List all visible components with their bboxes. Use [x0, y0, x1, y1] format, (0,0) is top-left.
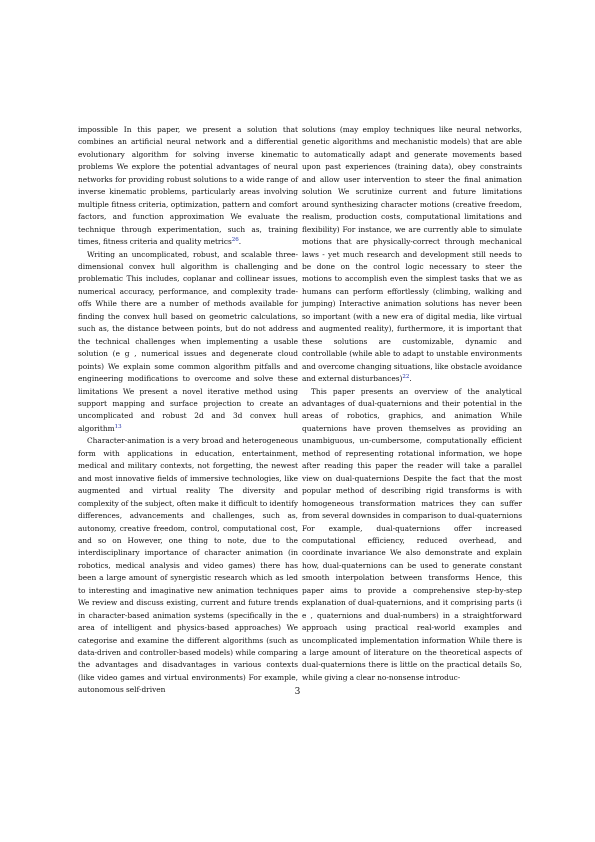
paragraph: Writing an uncomplicated, robust, and scalable three-dimensional convex hull algorithm is challenging and problematic This includes, coplanar and collinear issues, numerical accuracy, performance, and complexity trade-offs While there are a number of methods available for finding the convex hull based on geometric calculations, such as, the distance between points, but do not address the technical challenges when implementing a usable solution (e g , numerical issues and degenerate cloud points) We explain some common algorithm pitfalls and engineering modifications to overcome and solve these limitations We present a novel iterative method using support mapping and surface projection to create an uncomplicated and robust 2d and 3d convex hull algorithm$^{13}$: [78, 249, 298, 433]
right-column: [302, 124, 522, 684]
paragraph: solutions (may employ techniques like neural networks, genetic algorithms and mechanistic models) that are able to automatically adapt and generate movements based upon past experiences (training data), obey constraints and allow user intervention to steer the final animation solution We scrutinize current and future limitations around synthesizing character motions (creative freedom, realism, production costs, computational limitations and flexibility) For instance, we are currently able to simulate motions that are physically-correct through mechanical laws - yet much research and development still needs to be done on the control logic necessary to steer the motions to accomplish even the simplest tasks that we as humans can perform effortlessly (climbing, walking and jumping) Interactive animation solutions has never been so important (with a new era of digital media, like virtual and augmented reality), furthermore, it is important that these solutions are customizable, dynamic and controllable (while able to adapt to unstable environments and overcome changing situations, like obstacle avoidance and external disturbances)$^{22}$.: [302, 125, 522, 384]
left-column: [78, 124, 298, 697]
page-number: 3: [294, 687, 301, 697]
paragraph: Character-animation is a very broad and heterogeneous form with applications in education, entertainment, medical and military contexts, not forgetting, the newest and most innovative fields of immersive technologies, like augmented and virtual reality The diversity and complexity of the subject, often make it difficult to identify differences, advancements and challenges, such as, autonomy, creative freedom, control, computational cost, and so on However, one thing to note, due to the interdisciplinary importance of character animation (in robotics, medical analysis and video games) there has been a large amount of synergistic research which as led to interesting and imaginative new animation techniques We review and discuss existing, current and future trends in character-based animation systems (specifically in the area of intelligent and physics-based approaches) We categorise and examine the different algorithms (such as data-driven and controller-based models) while comparing the advantages and disadvantages in various contexts (like video games and virtual environments) For example, autonomous self-driven: [78, 436, 298, 695]
paragraph: This paper presents an overview of the analytical advantages of dual-quaternions and their potential in the areas of robotics, graphics, and animation While quaternions have proven themselves as providing an unambiguous, un-cumbersome, computationally efficient method of representing rotational information, we hope after reading this paper the reader will take a parallel view on dual-quaternions Despite the fact that the most popular method of describing rigid transforms is with homogeneous transformation matrices they can suffer from several downsides in comparison to dual-quaternions For example, dual-quaternions offer increased computational efficiency, reduced overhead, and coordinate invariance We also demonstrate and explain how, dual-quaternions can be used to generate constant smooth interpolation between transforms Hence, this paper aims to provide a comprehensive step-by-step explanation of dual-quaternions, and it comprising parts (i e , quaternions and dual-numbers) in a straightforward approach using practical real-world examples and uncomplicated implementation information While there is a large amount of literature on the theoretical aspects of dual-quaternions there is little on the practical details So, while giving a clear no-nonsense introduc-: [302, 386, 522, 682]
citation-ref[interactable]: 13: [114, 423, 122, 430]
citation-ref[interactable]: 26: [231, 237, 239, 244]
citation-ref[interactable]: 22: [402, 374, 410, 381]
paragraph: impossible In this paper, we present a solution that combines an artificial neural network and a differential evolutionary algorithm for solving inverse kinematic problems We explore the potential advantages of neural networks for providing robust solutions to a wide range of inverse kinematic problems, particularly areas involving multiple fitness criteria, optimization, pattern and comfort factors, and function approximation We evaluate the technique through experimentation, such as, training times, fitness criteria and quality metrics$^{26}$.: [78, 125, 298, 247]
